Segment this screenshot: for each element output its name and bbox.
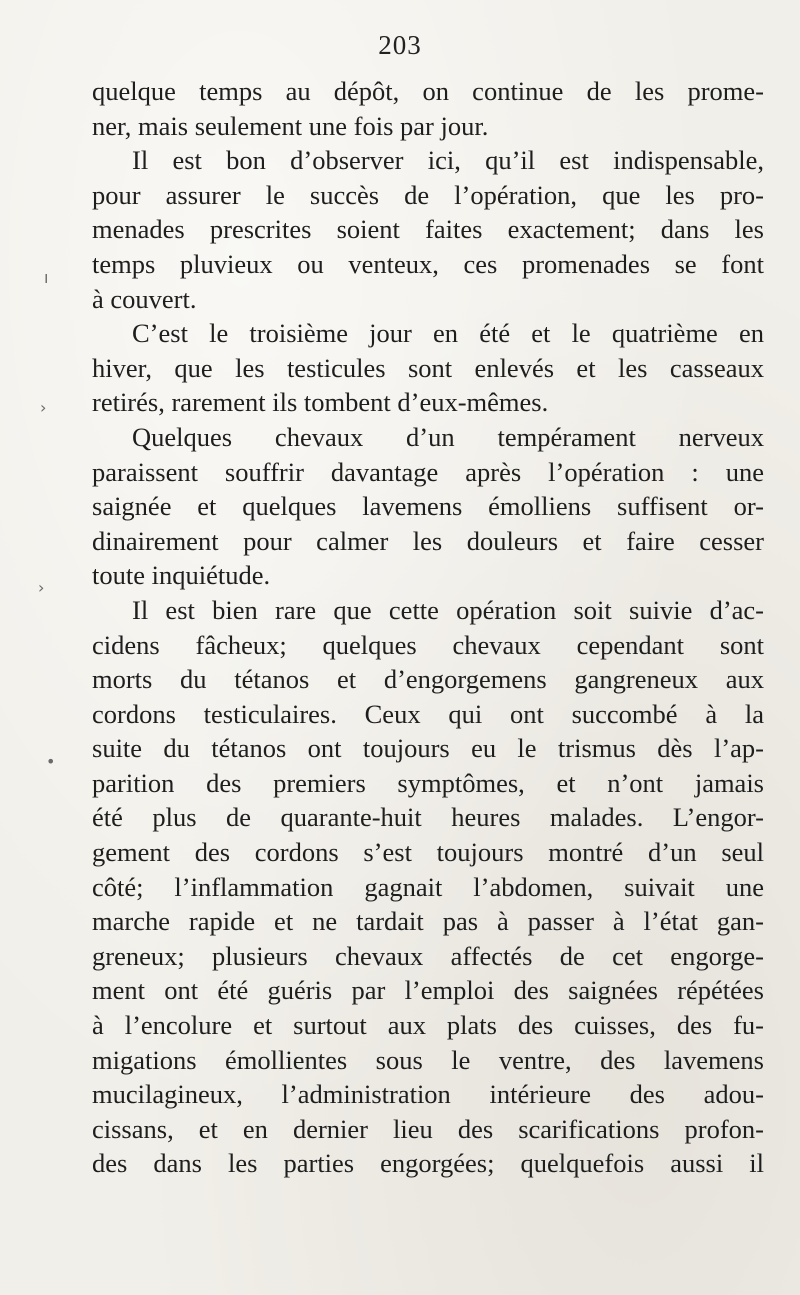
margin-mark: ı — [44, 268, 49, 287]
text-line: morts du tétanos et d’engorgemens gangreneux aux — [92, 664, 764, 695]
text-line: mucilagineux, l’administration intérieure des adou- — [92, 1079, 764, 1110]
text-line: dinairement pour calmer les douleurs et faire cesser — [92, 525, 764, 556]
margin-mark: • — [46, 752, 56, 771]
text-line: à l’encolure et surtout aux plats des cuisses, des fu- — [92, 1010, 764, 1041]
text-line: marche rapide et ne tardait pas à passer à l’état gan- — [92, 906, 764, 937]
text-line: ner, mais seulement une fois par jour. — [92, 110, 489, 141]
margin-mark: › — [38, 578, 45, 597]
text-line: été plus de quarante-huit heures malades. L’engor- — [92, 802, 764, 833]
text-line: greneux; plusieurs chevaux affectés de cet engorge- — [92, 940, 764, 971]
text-line: cordons testiculaires. Ceux qui ont succombé à la — [92, 698, 764, 729]
text-line: quelque temps au dépôt, on continue de les prome- — [92, 76, 764, 106]
text-line: gement des cordons s’est toujours montré d’un seul — [92, 837, 764, 868]
text-line: toute inquiétude. — [92, 560, 271, 591]
margin-mark: › — [40, 398, 47, 417]
text-line: à couvert. — [92, 283, 197, 314]
text-line: Il est bien rare que cette opération soit suivie d’ac- — [132, 594, 764, 625]
text-line: parition des premiers symptômes, et n’ont jamais — [92, 767, 764, 798]
text-line: hiver, que les testicules sont enlevés et les casseaux — [92, 352, 764, 383]
page-number: 203 — [378, 30, 422, 60]
text-line: migations émollientes sous le ventre, des lavemens — [92, 1044, 764, 1075]
text-line: C’est le troisième jour en été et le quatrième en — [132, 318, 764, 349]
text-line: ment ont été guéris par l’emploi des saignées répétées — [92, 975, 764, 1006]
text-line: pour assurer le succès de l’opération, que les pro- — [92, 179, 764, 210]
text-line: cidens fâcheux; quelques chevaux cependant sont — [92, 629, 764, 660]
text-line: temps pluvieux ou venteux, ces promenades se font — [92, 248, 764, 279]
text-line: Quelques chevaux d’un tempérament nerveux — [132, 421, 764, 452]
text-line: cissans, et en dernier lieu des scarifications profon- — [92, 1113, 764, 1144]
text-line: retirés, rarement ils tombent d’eux-mêmes. — [92, 387, 549, 418]
text-line: des dans les parties engorgées; quelquefois aussi il — [92, 1148, 764, 1179]
text-line: côté; l’inflammation gagnait l’abdomen, suivait une — [92, 871, 764, 902]
text-line: saignée et quelques lavemens émolliens suffisent or- — [92, 491, 764, 522]
text-line: Il est bon d’observer ici, qu’il est indispensable, — [132, 145, 764, 176]
text-line: suite du tétanos ont toujours eu le trismus dès l’ap- — [92, 733, 764, 764]
text-line: menades prescrites soient faites exactement; dans les — [92, 214, 764, 245]
body-text — [92, 74, 764, 1181]
text-line: paraissent souffrir davantage après l’opération : une — [92, 456, 764, 487]
